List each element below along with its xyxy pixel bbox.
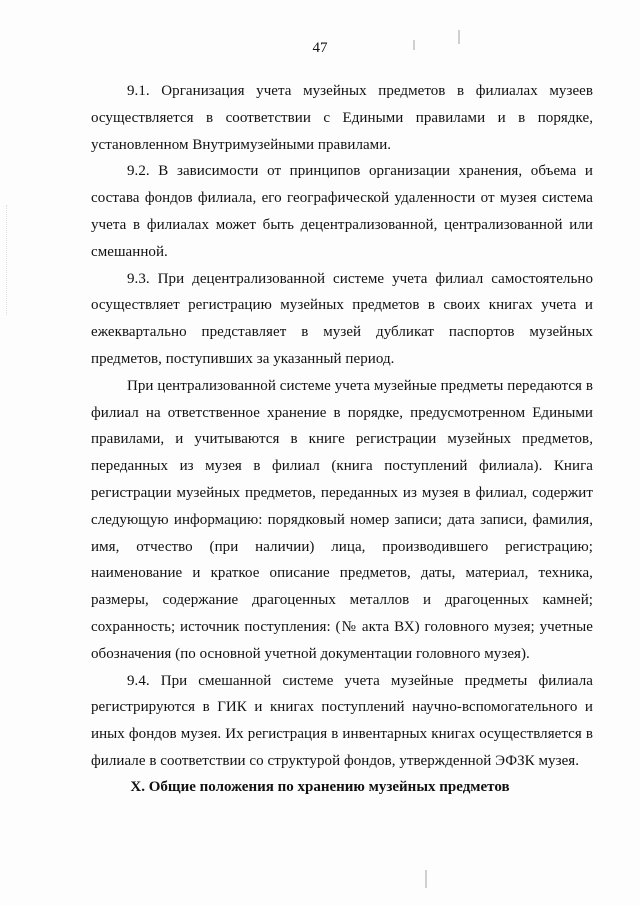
document-body [91, 78, 593, 775]
page-number: 47 [312, 40, 328, 56]
paragraph-centralized: При централизованной системе учета музейные предметы передаются в филиал на ответственное хранение в порядке, предусмотренном Едиными правилами, и учитываются в книге регистрации музейных предметов, переданных из музея в филиал (книга поступлений филиала). Книга регистрации музейных предметов, переданных из музея в филиал, содержит следующую информацию: порядковый номер записи; дата записи, фамилия, имя, отчество (при наличии) лица, производившего регистрацию; наименование и краткое описание предметов, даты, материал, техника, размеры, содержание драгоценных металлов и драгоценных камней; сохранность; источник поступления: (№ акта ВХ) головного музея; учетные обозначения (по основной учетной документации головного музея). [91, 377, 593, 662]
paragraph-9-3: 9.3. При децентрализованной системе учета филиал самостоятельно осуществляет регистрацию музейных предметов в своих книгах учета и ежеквартально представляет в музей дубликат паспортов музейных предметов, поступивших за указанный период. [91, 270, 593, 367]
scan-speck [458, 30, 460, 44]
paragraph-9-2: 9.2. В зависимости от принципов организации хранения, объема и состава фондов филиала, его географической удаленности от музея система учета в филиалах может быть децентрализованной, централизованной или смешанной. [91, 163, 593, 260]
scan-speck [413, 40, 415, 50]
paragraph-9-1: 9.1. Организация учета музейных предметов в филиалах музеев осуществляется в соответствии с Едиными правилами и в порядке, установленном Внутримузейными правилами. [91, 83, 593, 153]
scan-speck [425, 870, 427, 888]
paragraph-9-4: 9.4. При смешанной системе учета музейные предметы филиала регистрируются в ГИК и книгах поступлений научно-вспомогательного и иных фондов музея. Их регистрация в инвентарных книгах осуществляется в филиале в соответствии со структурой фондов, утвержденной ЭФЗК музея. [91, 672, 593, 769]
scan-margin-artifact [6, 205, 15, 315]
section-heading: X. Общие положения по хранению музейных предметов [130, 779, 510, 795]
